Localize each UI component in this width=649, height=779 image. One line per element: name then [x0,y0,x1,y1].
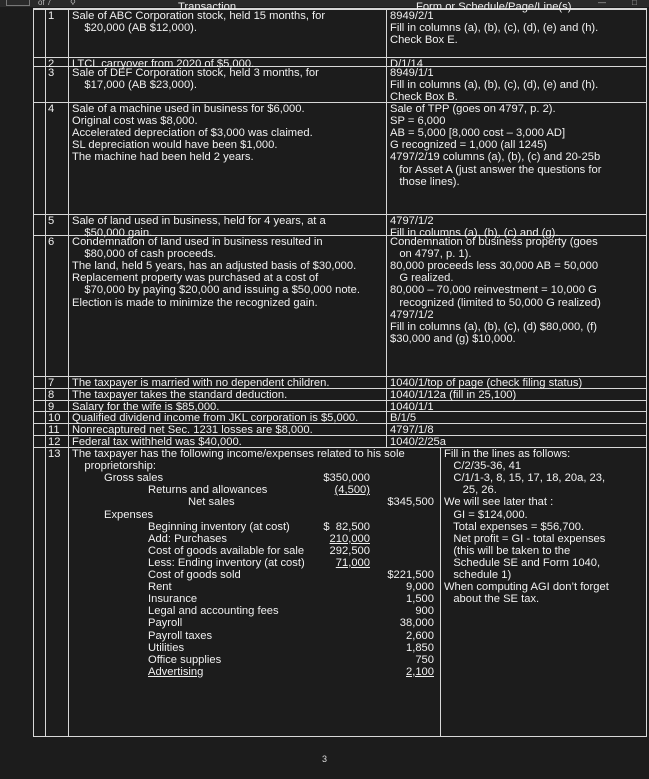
returns-amount: (4,500) [334,484,370,497]
row-form-reference-line: 80,000 proceeds less 30,000 AB = 50,000 [390,260,599,273]
gross-sales-amount: $350,000 [323,472,370,485]
cogs-item-amount: $ 82,500 [323,520,370,533]
expense-item-amount: 38,000 [399,617,434,630]
row-number: 10 [48,412,61,424]
row-number: 9 [48,401,55,413]
expense-item-amount: 2,100 [406,665,434,678]
row-description-line: Federal tax withheld was $40,000. [72,436,242,448]
row-number: 3 [48,67,55,79]
row-description-line: Election is made to minimize the recognized gain. [72,296,318,309]
col-rule-3-r13 [440,447,441,736]
row-description-line: SL depreciation would have been $1,000. [72,139,278,152]
row-form-reference-line: 8949/2/1 [390,10,434,22]
expense-item-amount: $221,500 [387,569,434,581]
tax-table [33,1,647,737]
row-form-reference-line: 4797/1/8 [390,424,434,436]
net-sales-amount: $345,500 [387,496,434,509]
row-number: 4 [48,103,55,115]
expense-item-label: Payroll taxes [148,629,213,642]
expenses-label: Expenses [104,508,154,521]
search-icon[interactable]: ⚲ [70,0,76,5]
expense-item-amount: 1,500 [406,593,434,606]
row13-reference-line: Fill in the lines as follows: [444,448,571,460]
row-number: 12 [48,436,61,448]
row13-reference-line: When computing AGI don’t forget [444,581,609,594]
row-form-reference-line: Fill in columns (a), (b), (c), (d), (e) and (h). [390,22,599,35]
row-description-line: The taxpayer is married with no dependent children. [72,377,330,389]
row-form-reference-line: Fill in columns (a), (b), (c), (d), (e) and (h). [390,79,599,92]
row-number: 7 [48,377,55,389]
row-form-reference-line: on 4797, p. 1). [390,248,472,261]
row-number: 8 [48,389,55,401]
row-description-line: Sale of ABC Corporation stock, held 15 months, for [72,10,326,22]
row-number: 5 [48,215,55,227]
returns-label: Returns and allowances [148,484,268,497]
expense-item-amount: 900 [415,605,434,618]
expense-item-amount: 1,850 [406,641,434,654]
row-form-reference-line: Sale of TPP (goes on 4797, p. 2). [390,103,556,115]
row-description-line: $17,000 (AB $23,000). [72,79,198,92]
expense-item-amount: 750 [415,653,434,666]
row-description-line: The taxpayer takes the standard deduction. [72,389,288,401]
row-form-reference-line: B/1/5 [390,412,417,424]
row-form-reference-line: 4797/1/2 [390,215,434,227]
row-description-line: Replacement property was purchased at a cost of [72,272,319,285]
header-col-transaction: Transaction [178,1,237,13]
row-form-reference-line: Fill in columns (a), (b), (c), (d) $80,000, (f) [390,320,598,333]
row-form-reference-line: Fill in columns (a), (b), (c) and (g). [390,227,559,240]
row13-reference-line: Total expenses = $56,700. [444,520,585,533]
row-form-reference-line: 4797/2/19 columns (a), (b), (c) and 20-25b [390,151,601,164]
row-form-reference-line: those lines). [390,175,460,188]
row-form-reference-line: $30,000 and (g) $10,000. [390,332,516,345]
row-description-line: Sale of DEF Corporation stock, held 3 months, for [72,67,319,79]
row-form-reference-line: 80,000 – 70,000 reinvestment = 10,000 G [390,284,597,297]
row-number: 13 [48,448,61,460]
cogs-item-label: Add: Purchases [148,532,227,545]
row-description-line: The machine had been held 2 years. [72,151,254,164]
row-number: 6 [48,236,55,248]
row13-reference-line: about the SE tax. [444,593,540,606]
expense-item-amount: 2,600 [406,629,434,642]
row-description-line: $50,000 gain. [72,227,153,240]
row-description-line: Salary for the wife is $85,000. [72,401,220,413]
row-number: 11 [48,424,60,436]
row-form-reference-line: 8949/1/1 [390,67,434,79]
cogs-item-label: Cost of goods available for sale [148,544,305,557]
row-description-line: $20,000 (AB $12,000). [72,22,198,35]
restore-icon[interactable]: □ [632,0,637,5]
cogs-item-label: Less: Ending inventory (at cost) [148,556,305,569]
cogs-item-label: Beginning inventory (at cost) [148,520,290,533]
expense-item-label: Rent [148,581,172,594]
row-form-reference-line: Check Box E. [390,34,458,47]
expense-item-label: Payroll [148,617,183,630]
row-description-line: Original cost was $8,000. [72,115,198,128]
row-form-reference-line: 1040/1/12a (fill in 25,100) [390,389,517,401]
cogs-item-amount: 210,000 [329,532,370,545]
row13-reference-line: We will see later that : [444,496,554,509]
expense-item-label: Utilities [148,641,185,654]
page-number-input[interactable] [6,0,30,6]
gross-sales-label: Gross sales [104,472,164,485]
row-description-line: Sale of land used in business, held for 4 years, at a [72,215,326,227]
row-description-line: Accelerated depreciation of $3,000 was claimed. [72,127,313,140]
expense-item-label: Advertising [148,665,204,678]
row-form-reference-line: 4797/1/2 [390,308,434,321]
expense-item-label: Cost of goods sold [148,569,241,581]
page-count-label: of 7 [38,0,52,5]
net-sales-label: Net sales [188,496,235,509]
row13-reference-line: C/1/1-3, 8, 15, 17, 18, 20a, 23, [444,472,606,485]
row-form-reference-line: for Asset A (just answer the questions for [390,163,602,176]
row-number: 2 [48,58,55,70]
expense-item-label: Office supplies [148,653,222,666]
row-description-line: $70,000 by paying $20,000 and issuing a $50,000 note. [72,284,360,297]
row-description-line: Qualified dividend income from JKL corporation is $5,000. [72,412,359,424]
row13-reference-line: schedule 1) [444,569,512,581]
expense-item-label: Insurance [148,593,198,606]
row-form-reference-line: D/1/14 [390,58,423,70]
row-description-line: LTCL carryover from 2020 of $5,000. [72,58,255,70]
row-form-reference-line: 1040/1/top of page (check filing status) [390,377,583,389]
row13-reference-line: (this will be taken to the [444,544,571,557]
row13-reference-line: 25, 26. [444,484,497,497]
row-form-reference-line: Check Box B. [390,91,458,104]
row-number: 1 [48,10,55,22]
header-col-form: Form or Schedule/Page/Line(s) [416,1,572,13]
row-description-line: Nonrecaptured net Sec. 1231 losses are $8,000. [72,424,313,436]
row13-reference-line: Net profit = GI - total expenses [444,532,606,545]
row13-intro-line: proprietorship: [72,460,156,473]
row-description-line: The land, held 5 years, has an adjusted basis of $30,000. [72,260,357,273]
row-description-line: Condemnation of land used in business resulted in [72,236,323,248]
row-form-reference-line: recognized (limited to 50,000 G realized) [390,296,601,309]
col-rule-3 [386,9,387,447]
minimize-icon[interactable]: — [598,0,606,5]
col-rule-2 [68,9,69,736]
col-rule-1 [45,9,46,736]
cogs-item-amount: 292,500 [329,544,370,557]
expense-item-label: Legal and accounting fees [148,605,279,618]
row13-reference-line: C/2/35-36, 41 [444,460,522,473]
row-form-reference-line: 1040/2/25a [390,436,446,448]
cogs-item-amount: 71,000 [335,556,370,569]
row-form-reference-line: Condemnation of business property (goes [390,236,598,248]
row-form-reference-line: G recognized = 1,000 (all 1245) [390,139,548,152]
row-form-reference-line: SP = 6,000 [390,115,446,128]
page-number: 3 [321,754,327,764]
row-form-reference-line: AB = 5,000 [8,000 cost – 3,000 AD] [390,127,566,140]
row13-reference-line: GI = $124,000. [444,508,528,521]
expense-item-amount: 9,000 [406,581,434,594]
row13-intro-line: The taxpayer has the following income/expenses related to his sole [72,448,405,460]
row-form-reference-line: 1040/1/1 [390,401,434,413]
row-form-reference-line: G realized. [390,272,454,285]
row13-reference-line: Schedule SE and Form 1040, [444,556,601,569]
row-description-line: $80,000 of cash proceeds. [72,248,217,261]
row-description-line: Sale of a machine used in business for $6,000. [72,103,305,115]
